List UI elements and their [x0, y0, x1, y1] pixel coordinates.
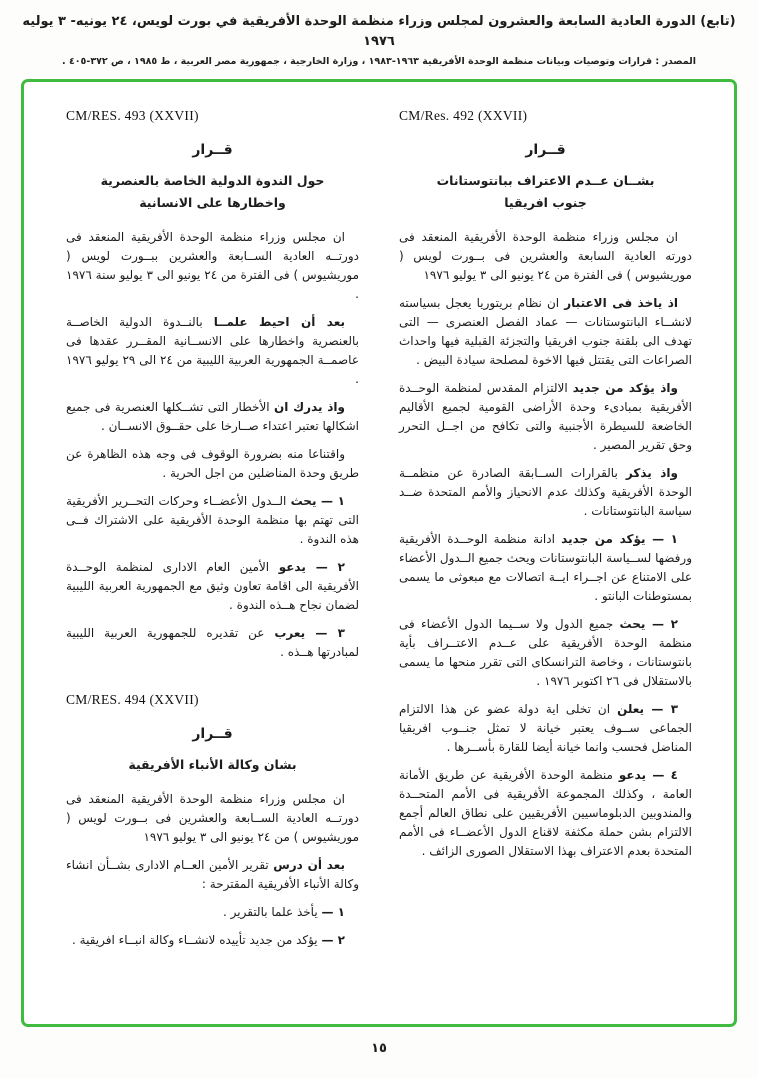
- resolution-493-subtitle: حول الندوة الدولية الخاصة بالعنصرية واخطارها على الانسانية: [100, 173, 325, 210]
- column-right: [399, 108, 692, 960]
- resolution-494-heading: قــرار: [192, 725, 233, 742]
- paragraph: [66, 398, 359, 436]
- paragraph: [66, 790, 359, 847]
- column-left: [66, 108, 359, 960]
- paragraph: [66, 313, 359, 389]
- header-title: (تابع) الدورة العادية السابعة والعشرون لمجلس وزراء منظمة الوحدة الأفريقية في بورت لويس، ٢٤ يونيه- ٣ يوليه ١٩٧٦: [22, 14, 736, 49]
- paragraph-text: يأخذ علما بالتقرير .: [223, 904, 318, 919]
- resolution-494-ref: CM/RES. 494 (XXVII): [66, 691, 199, 707]
- paragraph: [399, 766, 692, 861]
- paragraph: [399, 615, 692, 691]
- paragraph-text: الأخطار التى تشــكلها العنصرية فى جميع اشكالها تعتبر اعتداء صــارخا على حقــوق الانســان .: [66, 399, 359, 433]
- paragraph-text: ان مجلس وزراء منظمة الوحدة الأفريقية المنعقد فى دورته العادية السابعة والعشرين فى بــورت لويس ( موريشيوس ) فى الفترة من ٢٤ يونيو الى ٣ يوليو ١٩٧٦: [399, 229, 692, 282]
- page-number: ١٥: [371, 1041, 387, 1056]
- paragraph-text: الالتزام المقدس لمنظمة الوحــدة الأفريقية بمبادىء وحدة الأراضى القومية لجميع الأقاليم الخاضعة للسيطرة الأجنبية والتى تكافح من اجــل التحرر وحق تقرير المصير .: [399, 380, 692, 452]
- paragraph-lead: ٢ — يحث: [619, 616, 678, 631]
- paragraph-text: الــدول الأعضــاء وحركات التحــرير الأفريقية التى تهتم بها منظمة الوحدة الأفريقية على الاشتراك فــى هذه الندوة .: [66, 493, 359, 546]
- paragraph-text: يؤكد من جديد تأييده لانشــاء وكالة انبــاء افريقية .: [72, 932, 318, 947]
- paragraph: [66, 931, 359, 950]
- resolution-492: [399, 108, 692, 861]
- paragraph-lead: واذ يؤكد من جديد: [572, 380, 678, 395]
- paragraph: [399, 294, 692, 370]
- paragraph-lead: ٢ —: [321, 932, 345, 947]
- paragraph-text: بالنــدوة الدولية الخاصــة بالعنصرية واخطارها على الانســانية المقــرر عقدها فى عاصمــة الجمهورية العربية الليبية من ٢٤ الى ٢٩ يوليو ١٩٧٦ .: [66, 314, 359, 386]
- paragraph: [399, 530, 692, 606]
- resolution-493-ref: CM/RES. 493 (XXVII): [66, 108, 199, 123]
- paragraph-lead: ١ —: [321, 904, 345, 919]
- paragraph: [66, 903, 359, 922]
- resolution-494-subtitle: بشان وكالة الأنباء الأفريقية: [128, 756, 297, 772]
- paragraph-lead: واذ يذكر: [625, 465, 678, 480]
- paragraph-text: عن تقديره للجمهورية العربية الليبية لمبادرتها هــذه .: [66, 625, 359, 659]
- paragraph-text: جميع الدول ولا ســيما الدول الأعضاء فى منظمة الوحدة الأفريقية على عــدم الاعتــراف بأية بانتوستانات ، وخاصة الترانسكاى التى تقرر منحها ما يسمى بالاستقلال فى ٢٦ اكتوبر ١٩٧٦ .: [399, 616, 692, 688]
- resolution-492-heading: قــرار: [525, 142, 566, 158]
- paragraph-lead: ٢ — يدعو: [278, 559, 345, 574]
- paragraph: [66, 228, 359, 304]
- paragraph-text: ادانة منظمة الوحــدة الأفريقية ورفضها لســياسة البانتوستانات ويحث جميع الــدول الأعضاء على الامتناع عن اجــراء ايــة اتصالات مع مبعوثى ما يسمى بمستوطنات البانتو .: [399, 531, 692, 603]
- paragraph-text: الأمين العام الادارى لمنظمة الوحــدة الأفريقية الى اقامة تعاون وثيق مع الجمهورية العربية الليبية لضمان نجاح هــذه الندوة .: [66, 559, 359, 612]
- paragraph-text: منظمة الوحدة الأفريقية عن طريق الأمانة العامة ، وكذلك المجموعة الأفريقية فى الأمم المتحــدة والمندوبين الدبلوماسيين الأفريقيين على نطاق العالم أجمع الالتزام بشن حملة مكثفة لاقناع الدول الأعضــاء فى الأمم المتحدة بعدم الاعتراف بهذا الاستقلال الصورى الزائف .: [399, 767, 692, 858]
- paragraph: [66, 445, 359, 483]
- paragraph-text: ان مجلس وزراء منظمة الوحدة الأفريقية المنعقد فى دورتــه العادية الســابعة والعشرين فى بــورت لويس ( موريشيوس ) من ٢٤ يونيو الى ٣ يوليو ١٩٧٦: [66, 791, 359, 844]
- paragraph: [66, 492, 359, 549]
- resolution-492-ref: CM/Res. 492 (XXVII): [399, 108, 528, 123]
- paragraph-lead: اذ ياخذ فى الاعتبار: [564, 295, 678, 310]
- resolution-494: [66, 692, 359, 950]
- paragraph-lead: ١ — يحث: [290, 493, 345, 508]
- paragraph-text: واقتناعا منه بضرورة الوقوف فى وجه هذه الظاهرة عن طريق وحدة المناضلين من اجل الحرية .: [66, 446, 359, 480]
- paragraph-lead: بعد أن درس: [273, 857, 345, 872]
- paragraph-lead: واذ يدرك ان: [274, 399, 345, 414]
- page-header: [0, 12, 758, 67]
- paragraph: [66, 856, 359, 894]
- paragraph-text: ان نظام بريتوريا يعجل بسياسته لانشــاء البانتوستانات — عماد الفصل العنصرى — التى تهدف الى بلقنة جنوب افريقيا والتجزئة القبلية فيها واحداث الصراعات التى يقتتل فيها الاخوة لمصلحة سيادة البيض .: [399, 295, 692, 367]
- resolution-493-heading: قــرار: [192, 142, 233, 158]
- paragraph: [66, 558, 359, 615]
- paragraph: [399, 464, 692, 521]
- two-column-layout: [66, 108, 692, 960]
- resolution-493: [66, 108, 359, 662]
- page-footer: [0, 1037, 758, 1056]
- paragraph-text: ان مجلس وزراء منظمة الوحدة الأفريقية المنعقد فى دورتــه العادية الســابعة والعشرين ببــورت لويس ( موريشيوس ) فى الفترة من ٢٤ يونيو الى ٣ يوليو سنة ١٩٧٦ .: [66, 229, 359, 301]
- paragraph-text: ان تخلى اية دولة عضو عن هذا الالتزام الجماعى ســوف يعتبر خيانة لا تمثل جنــوب افريقيا المناضل فحسب وانما خيانة أيضا للقارة بأســرها .: [399, 701, 692, 754]
- paragraph-lead: ٤ — يدعو: [618, 767, 678, 782]
- header-source-note: المصدر : قرارات وتوصيات وبيانات منظمة الوحدة الأفريقية ١٩٦٣-١٩٨٣ ، وزارة الخارجية ، جمهورية مصر العربية ، ط ١٩٨٥ ، ص ٣٧٢-٤٠٥ .: [62, 56, 696, 67]
- paragraph-lead: ١ — يؤكد من جديد: [561, 531, 678, 546]
- paragraph-lead: ٣ — يعرب: [274, 625, 345, 640]
- paragraph: [399, 700, 692, 757]
- content-frame: [21, 79, 737, 1027]
- resolution-492-subtitle: بشــان عــدم الاعتراف ببانتوستانات جنوب افريقيا: [436, 173, 655, 210]
- paragraph: [399, 379, 692, 455]
- paragraph: [66, 624, 359, 662]
- paragraph: [399, 228, 692, 285]
- paragraph-lead: ٣ — يعلن: [617, 701, 679, 716]
- paragraph-text: بالقرارات الســابقة الصادرة عن منظمــة الوحدة الأفريقية وكذلك عدم الانحياز والأمم المتحدة ضــد سياسة البانتوستانات .: [399, 465, 692, 518]
- paragraph-text: تقرير الأمين العــام الادارى بشــأن انشاء وكالة الأنباء الأفريقية المقترحة :: [66, 857, 359, 891]
- paragraph-lead: بعد أن احيط علمــا: [213, 314, 345, 329]
